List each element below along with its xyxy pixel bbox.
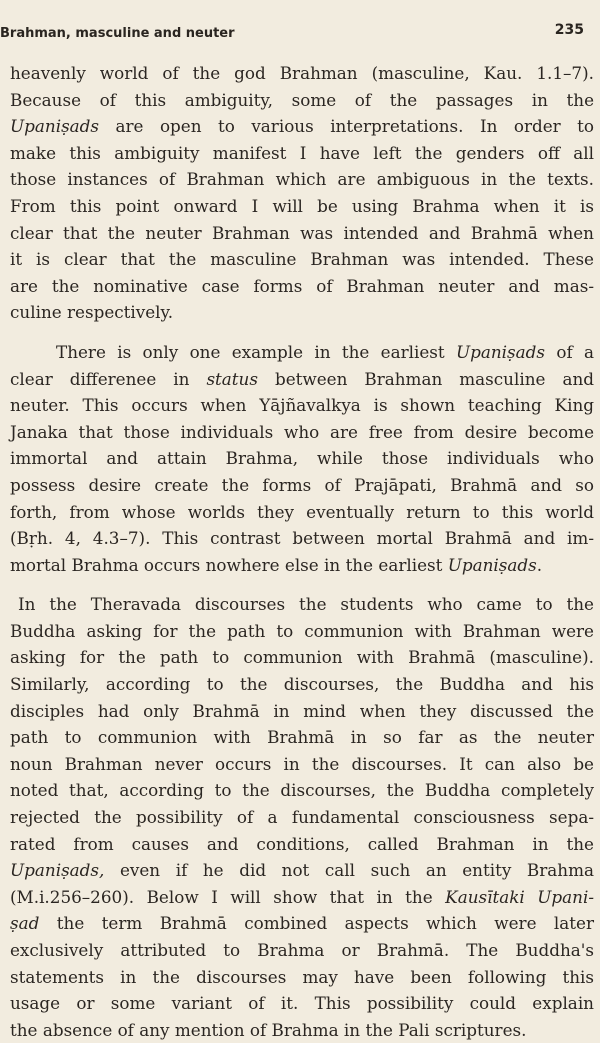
text-line bbox=[10, 166, 594, 193]
text-run: Janaka that those individuals who are free from desire become bbox=[10, 421, 594, 442]
text-line bbox=[10, 140, 594, 167]
text-run: the term Brahmā combined aspects which were later bbox=[39, 913, 594, 934]
text-line bbox=[10, 445, 594, 472]
text-line bbox=[10, 618, 594, 645]
text-run: immortal and attain Brahma, while those individuals who bbox=[10, 448, 594, 469]
text-run: Because of this ambiguity, some of the passages in the bbox=[10, 89, 594, 110]
text-run: the absence of any mention of Brahma in the Pali scriptures. bbox=[10, 1019, 527, 1040]
text-line bbox=[10, 246, 594, 273]
text-run: exclusively attributed to Brahma or Brahmā. The Buddha's bbox=[10, 940, 594, 960]
text-run: culine respectively. bbox=[10, 302, 174, 323]
text-run: are open to various interpretations. In order to bbox=[99, 116, 594, 137]
text-line bbox=[10, 751, 594, 778]
text-run: noted that, according to the discourses, the Buddha completely bbox=[10, 780, 594, 801]
text-line bbox=[10, 644, 594, 671]
italic-text: Kausītaki Upani- bbox=[445, 886, 595, 907]
text-line bbox=[10, 910, 594, 937]
text-run: Similarly, according to the discourses, the Buddha and his bbox=[10, 674, 594, 695]
text-run: disciples had only Brahmā in mind when they discussed the bbox=[10, 700, 594, 721]
text-line bbox=[10, 299, 594, 326]
text-run: Buddha asking for the path to communion with Brahman were bbox=[10, 620, 594, 641]
text-run: even if he did not call such an entity Brahma bbox=[104, 860, 594, 881]
text-run: (Bṛh. 4, 4.3–7). This contrast between mortal Brahmā and im- bbox=[10, 528, 594, 549]
text-line bbox=[10, 60, 594, 87]
text-line bbox=[10, 87, 594, 114]
paragraph-gap bbox=[10, 578, 594, 591]
italic-text: Upaniṣads bbox=[455, 341, 546, 362]
page-number: 235 bbox=[554, 22, 584, 38]
paragraph-gap bbox=[10, 326, 594, 339]
text-run: between Brahman masculine and bbox=[257, 368, 594, 389]
body-text bbox=[10, 60, 594, 1043]
text-line bbox=[10, 990, 594, 1017]
text-line bbox=[10, 419, 594, 446]
text-run: heavenly world of the god Brahman (masculine, Kau. 1.1–7). bbox=[10, 63, 594, 83]
text-line bbox=[10, 552, 594, 579]
text-run: mortal Brahma occurs nowhere else in the earliest bbox=[10, 554, 448, 575]
text-run: those instances of Brahman which are ambiguous in the texts. bbox=[10, 169, 594, 190]
text-line bbox=[10, 113, 594, 140]
text-run: are the nominative case forms of Brahman neuter and mas- bbox=[10, 275, 594, 296]
text-line bbox=[10, 220, 594, 247]
text-run: There is only one example in the earliest bbox=[56, 341, 456, 362]
text-run: possess desire create the forms of Prajāpati, Brahmā and so bbox=[10, 474, 594, 495]
text-line bbox=[10, 831, 594, 858]
text-line bbox=[10, 884, 594, 911]
text-run: (M.i.256–260). Below I will show that in the bbox=[10, 886, 446, 907]
text-line bbox=[10, 499, 594, 526]
text-line bbox=[10, 339, 594, 366]
text-run: In the Theravada discourses the students who came to the bbox=[18, 594, 594, 615]
paragraph bbox=[10, 591, 594, 1043]
paragraph bbox=[10, 339, 594, 578]
text-line bbox=[10, 525, 594, 552]
text-run: make this ambiguity manifest I have left the genders off all bbox=[10, 142, 594, 163]
text-line bbox=[10, 857, 594, 884]
italic-text: status bbox=[206, 368, 258, 389]
text-run: rated from causes and conditions, called Brahman in the bbox=[10, 833, 594, 854]
italic-text: Upaniṣads bbox=[10, 116, 100, 137]
text-line bbox=[10, 273, 594, 300]
text-line bbox=[10, 804, 594, 831]
text-line bbox=[10, 777, 594, 804]
text-run: of a bbox=[545, 341, 594, 362]
running-head: Brahman, masculine and neuter bbox=[0, 26, 235, 41]
text-line bbox=[10, 671, 594, 698]
text-run: forth, from whose worlds they eventually return to this world bbox=[10, 501, 594, 522]
text-run: clear differenee in bbox=[10, 368, 207, 389]
italic-text: Upaniṣads, bbox=[10, 860, 105, 881]
text-run: rejected the possibility of a fundamental consciousness sepa- bbox=[10, 807, 594, 828]
text-run: path to communion with Brahmā in so far as the neuter bbox=[10, 727, 594, 748]
text-line bbox=[10, 698, 594, 725]
text-run: statements in the discourses may have been following this bbox=[10, 966, 594, 987]
text-run: clear that the neuter Brahman was intended and Brahmā when bbox=[10, 222, 594, 243]
text-line bbox=[10, 724, 594, 751]
text-run: noun Brahman never occurs in the discourses. It can also be bbox=[10, 753, 594, 774]
text-run: usage or some variant of it. This possibility could explain bbox=[10, 993, 594, 1014]
text-line bbox=[10, 937, 594, 964]
text-line bbox=[10, 392, 594, 419]
italic-text: ṣad bbox=[10, 913, 40, 934]
text-line bbox=[10, 472, 594, 499]
text-run: neuter. This occurs when Yājñavalkya is shown teaching King bbox=[10, 395, 594, 416]
text-line bbox=[10, 1017, 594, 1043]
text-line bbox=[10, 366, 594, 393]
text-line bbox=[10, 591, 594, 618]
paragraph bbox=[10, 60, 594, 326]
text-run: From this point onward I will be using Brahma when it is bbox=[10, 195, 594, 216]
text-line bbox=[10, 193, 594, 220]
italic-text: Upaniṣads bbox=[447, 554, 537, 575]
text-run: . bbox=[536, 554, 543, 575]
text-run: it is clear that the masculine Brahman was intended. These bbox=[10, 249, 594, 270]
text-line bbox=[10, 964, 594, 991]
text-run: asking for the path to communion with Brahmā (masculine). bbox=[10, 647, 594, 668]
